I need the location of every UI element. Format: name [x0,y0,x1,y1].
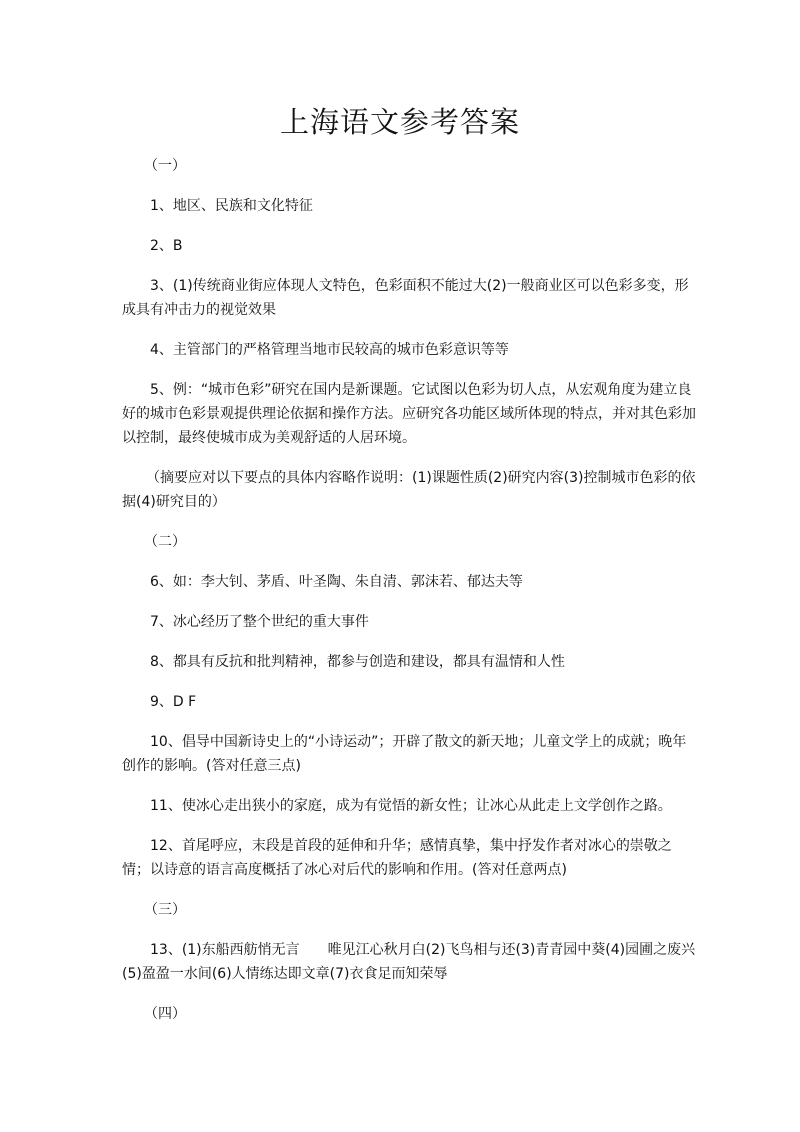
answer-paragraph: 11、使冰心走出狭小的家庭，成为有觉悟的新女性；让冰心从此走上文学创作之路。 [150,798,672,814]
answer-paragraph: 6、如：李大钊、茅盾、叶圣陶、朱自清、郭沫若、郁达夫等 [150,574,523,590]
answer-paragraph: 5、例：“城市色彩”研究在国内是新课题。它试图以色彩为切人点，从宏观角度为建立良好的城市色彩景观提供理论依据和操作方法。应研究各功能区域所体现的特点，并对其色彩加以控制，最终使城市成为美观舒适的人居环境。 [122,382,696,446]
answer-paragraph: 7、冰心经历了整个世纪的重大事件 [150,614,369,630]
answer-note: （摘要应对以下要点的具体内容略作说明：(1)课题性质(2)研究内容(3)控制城市色彩的依据(4)研究目的） [122,470,696,510]
section-heading: （四） [144,1006,186,1022]
answer-paragraph: 3、(1)传统商业街应体现人文特色，色彩面积不能过大(2)一般商业区可以色彩多变，形成具有冲击力的视觉效果 [122,278,689,318]
page-title: 上海语文参考答案 [279,105,520,139]
document-body [122,154,697,1042]
section-heading: （一） [144,158,186,174]
section-heading: （三） [144,902,186,918]
answer-paragraph: 12、首尾呼应，末段是首段的延伸和升华；感情真挚，集中抒发作者对冰心的崇敬之情；以诗意的语言高度概括了冰心对后代的影响和作用。(答对任意两点) [122,838,672,878]
answer-paragraph: 4、主管部门的严格管理当地市民较高的城市色彩意识等等 [150,342,509,358]
answer-paragraph: 9、D F [150,694,197,710]
answer-paragraph: 13、(1)东船西舫悄无言 唯见江心秋月白(2)飞鸟相与还(3)青青园中葵(4)园圃之废兴(5)盈盈一水间(6)人情练达即文章(7)衣食足而知荣辱 [122,942,696,982]
answer-paragraph: 8、都具有反抗和批判精神，都参与创造和建设，都具有温情和人性 [150,654,565,670]
section-heading: （二） [144,534,186,550]
answer-paragraph: 1、地区、民族和文化特征 [150,198,313,214]
answer-paragraph: 10、倡导中国新诗史上的“小诗运动”；开辟了散文的新天地；儿童文学上的成就；晚年创作的影响。(答对任意三点) [122,734,687,774]
answer-paragraph: 2、B [150,238,183,254]
